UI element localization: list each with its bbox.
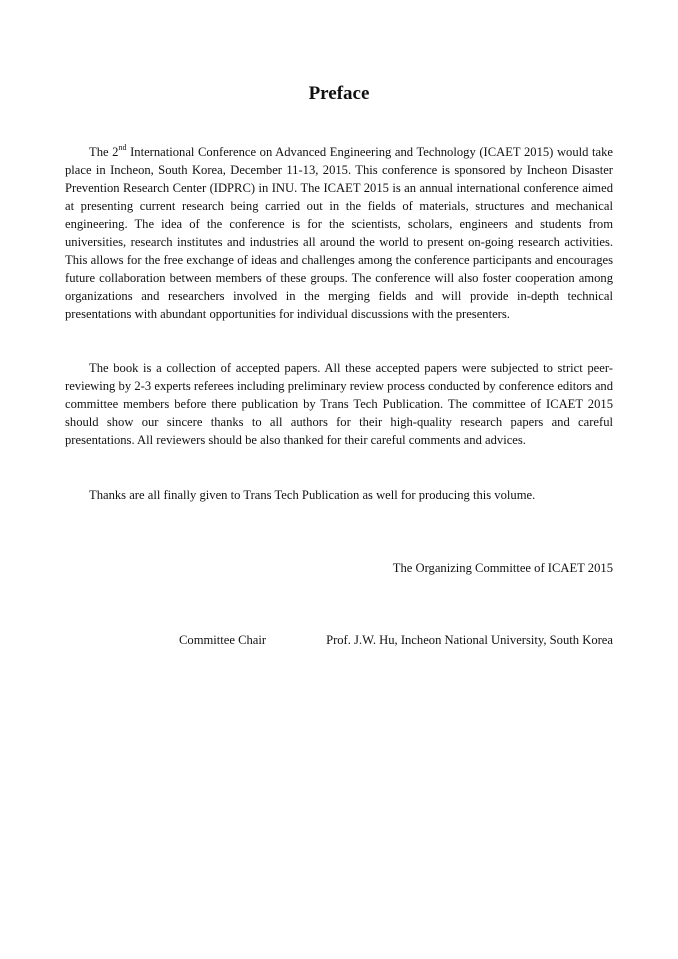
committee-chair-label: Committee Chair bbox=[179, 633, 267, 647]
preface-paragraph-2 bbox=[65, 359, 613, 449]
preface-paragraph-3 bbox=[65, 486, 613, 504]
ordinal-superscript: nd bbox=[118, 142, 127, 152]
paragraph-2-body: The book is a collection of accepted papers. All these accepted papers were subjected to strict peer-reviewing by 2-3 experts referees including preliminary review process conducted by conference editors and committee members before there publication by Trans Tech Publication. The committee of ICAET 2015 should show our sincere thanks to all authors for their high-quality research papers and careful presentations. All reviewers should be also thanked for their careful comments and advices. bbox=[65, 361, 613, 447]
paragraph-1-body: International Conference on Advanced Engineering and Technology (ICAET 2015) would take place in Incheon, South Korea, December 11-13, 2015. This conference is sponsored by Incheon Disaster Prevention Research Center (IDPRC) in INU. The ICAET 2015 is an annual international conference aimed at presenting current research being carried out in the fields of materials, structures and mechanical engineering. The idea of the conference is for the scientists, scholars, engineers and students from universities, research institutes and industries all around the world to present on-going research activities. This allows for the free exchange of ideas and challenges among the conference participants and encourages future collaboration between members of these groups. The conference will also foster cooperation among organizations and researchers involved in the merging fields and will provide in-depth technical presentations with abundant opportunities for individual discussions with the presenters. bbox=[65, 145, 614, 321]
page-title: Preface bbox=[308, 83, 370, 104]
preface-paragraph-1 bbox=[65, 143, 613, 323]
committee-chair-name: Prof. J.W. Hu, Incheon National University, South Korea bbox=[326, 633, 613, 647]
paragraph-3-body: Thanks are all finally given to Trans Tech Publication as well for producing this volume. bbox=[89, 488, 536, 502]
paragraph-1-lead: The 2 bbox=[89, 145, 119, 159]
organizing-committee-signature: The Organizing Committee of ICAET 2015 bbox=[392, 561, 613, 575]
